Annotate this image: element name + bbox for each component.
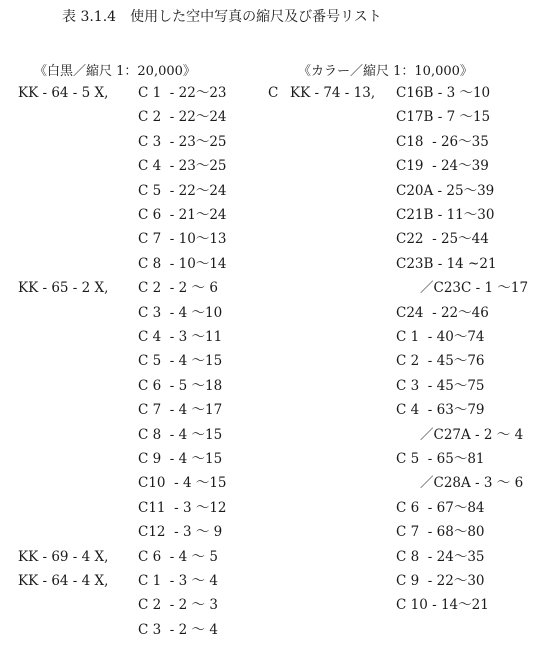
left-entry-code: KK - 64 - 4 X, xyxy=(18,573,109,589)
left-entry-code: KK - 64 - 5 X, xyxy=(18,85,109,101)
left-entry-value: C 9 - 4 ～15 xyxy=(138,451,223,467)
left-entry-value: C 2 - 2 ～ 3 xyxy=(138,597,218,614)
left-entry-code: KK - 65 - 2 X, xyxy=(18,280,109,297)
left-entry-value: C12 - 3 ～ 9 xyxy=(138,524,223,541)
right-column-header: 《カラー／縮尺 1：10,000》 xyxy=(298,64,473,79)
left-entry-value: C11 - 3 ～12 xyxy=(138,499,227,516)
right-prefix: C xyxy=(268,85,279,101)
right-entry-value: C16B - 3 ～10 xyxy=(396,85,491,101)
left-entry-code: KK - 69 - 4 X, xyxy=(18,548,109,565)
left-entry-value: C 5 - 4 ～15 xyxy=(138,353,223,370)
left-entry-value: C 8 - 10～14 xyxy=(138,255,227,272)
right-entry-value: C 1 - 40～74 xyxy=(396,329,485,345)
left-entry-value: C 3 - 23～25 xyxy=(138,133,227,150)
right-entry-value: C24 - 22～46 xyxy=(396,304,489,321)
right-entry-value: C 4 - 63～79 xyxy=(396,402,485,419)
left-entry-value: C 6 - 4 ～ 5 xyxy=(138,548,218,565)
left-entry-value: C 1 - 3 ～ 4 xyxy=(138,573,218,589)
right-entry-value: C 9 - 22～30 xyxy=(396,573,485,589)
right-entry-value: ／C23C - 1 ～17 xyxy=(420,280,529,297)
left-entry-value: C 7 - 4 ～17 xyxy=(138,402,223,419)
left-entry-value: C 7 - 10～13 xyxy=(138,231,227,248)
left-entry-value: C 2 - 22～24 xyxy=(138,109,227,126)
left-entry-value: C 5 - 22～24 xyxy=(138,182,227,199)
right-entry-value: C 6 - 67～84 xyxy=(396,499,485,516)
right-entry-value: C18 - 26～35 xyxy=(396,133,489,150)
right-entry-value: C20A - 25～39 xyxy=(396,182,495,199)
right-entry-value: C21B - 11～30 xyxy=(396,207,495,223)
left-entry-value: C 2 - 2 ～ 6 xyxy=(138,280,218,297)
right-entry-value: ／C27A - 2 ～ 4 xyxy=(420,426,524,443)
right-entry-value: C 5 - 65～81 xyxy=(396,451,485,467)
page-title: 表 3.1.4 使用した空中写真の縮尺及び番号リスト xyxy=(62,9,382,25)
left-entry-value: C 1 - 22～23 xyxy=(138,85,227,101)
right-entry-value: C19 - 24～39 xyxy=(396,158,489,175)
right-code: KK - 74 - 13, xyxy=(290,85,376,101)
right-entry-value: C22 - 25～44 xyxy=(396,231,489,248)
right-entry-value: C 3 - 45～75 xyxy=(396,377,485,394)
left-entry-value: C10 - 4 ～15 xyxy=(138,475,227,492)
right-entry-value: C 2 - 45～76 xyxy=(396,353,485,370)
left-entry-value: C 6 - 21～24 xyxy=(138,207,227,223)
right-entry-value: C 7 - 68～80 xyxy=(396,524,485,541)
right-entry-value: C23B - 14 ~21 xyxy=(396,255,497,272)
right-entry-value: C17B - 7 ～15 xyxy=(396,109,491,126)
left-entry-value: C 3 - 2 ～ 4 xyxy=(138,621,218,638)
left-entry-value: C 6 - 5 ～18 xyxy=(138,377,223,394)
left-column-header: 《白黒／縮尺 1：20,000》 xyxy=(34,64,196,79)
left-entry-value: C 3 - 4 ～10 xyxy=(138,304,223,321)
left-entry-value: C 4 - 3 ～11 xyxy=(138,329,223,345)
right-entry-value: ／C28A - 3 ～ 6 xyxy=(420,475,524,492)
left-entry-value: C 4 - 23～25 xyxy=(138,158,227,175)
left-entry-value: C 8 - 4 ～15 xyxy=(138,426,223,443)
right-entry-value: C 10 - 14～21 xyxy=(396,597,489,614)
right-entry-value: C 8 - 24～35 xyxy=(396,548,485,565)
